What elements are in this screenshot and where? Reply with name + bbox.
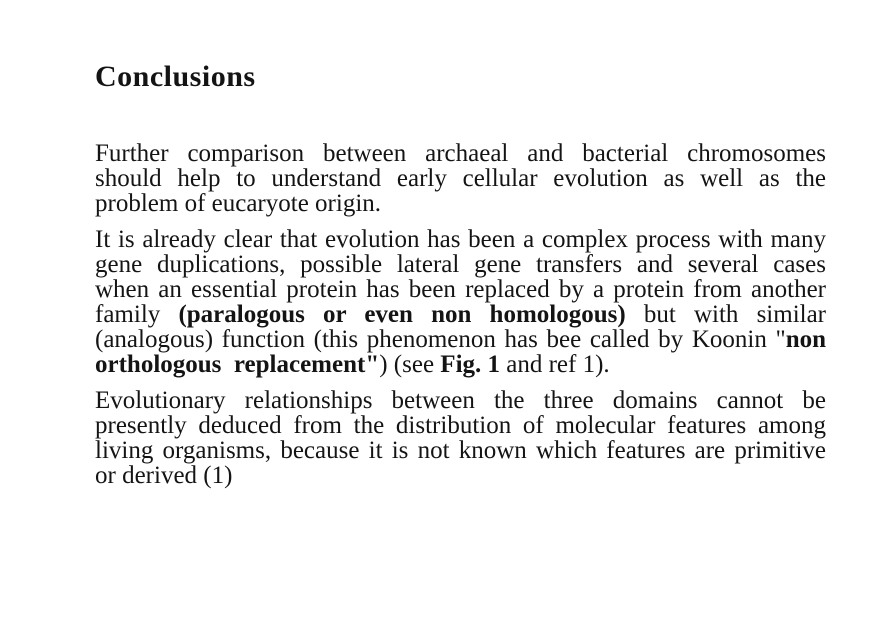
text-segment: or derived (1) [95,462,233,489]
document-body [95,141,826,488]
para-further-comparison [95,141,826,216]
text-line [95,141,826,166]
text-line [95,252,826,277]
text-line [95,438,826,463]
bold-text-segment: non [785,326,826,353]
text-segment: and ref 1). [500,351,610,378]
document-content [95,0,826,488]
text-segment: ) (see [379,351,441,378]
text-segment: living organisms, because it is not known which features are primitive [95,437,826,464]
text-segment: It is already clear that evolution has been a complex process with many [95,226,826,253]
bold-text-segment: (paralogous or even non homologous) [178,301,626,328]
text-segment: family [95,301,179,328]
text-line [95,277,826,302]
bold-text-segment: orthologous replacement" [95,351,380,378]
text-line [95,166,826,191]
text-segment: problem of eucaryote origin. [95,190,382,217]
text-line [95,227,826,252]
text-segment: gene duplications, possible lateral gene transfers and several cases [95,251,826,278]
section-heading: Conclusions [95,60,256,93]
text-line [95,327,826,352]
text-line [95,388,826,413]
text-line [95,302,826,327]
text-segment: Further comparison between archaeal and bacterial chromosomes [95,140,826,167]
text-segment: (analogous) function (this phenomenon has bee called by Koonin " [95,326,786,353]
text-segment: but with similar [625,301,827,328]
para-evolution-complex-process [95,227,826,377]
text-segment: Evolutionary relationships between the three domains cannot be [95,387,826,414]
text-segment: presently deduced from the distribution of molecular features among [95,412,826,439]
para-evolutionary-relationships [95,388,826,488]
text-line [95,413,826,438]
bold-text-segment: Fig. 1 [440,351,501,378]
text-segment: should help to understand early cellular evolution as well as the [95,165,826,192]
text-segment: when an essential protein has been replaced by a protein from another [95,276,826,303]
